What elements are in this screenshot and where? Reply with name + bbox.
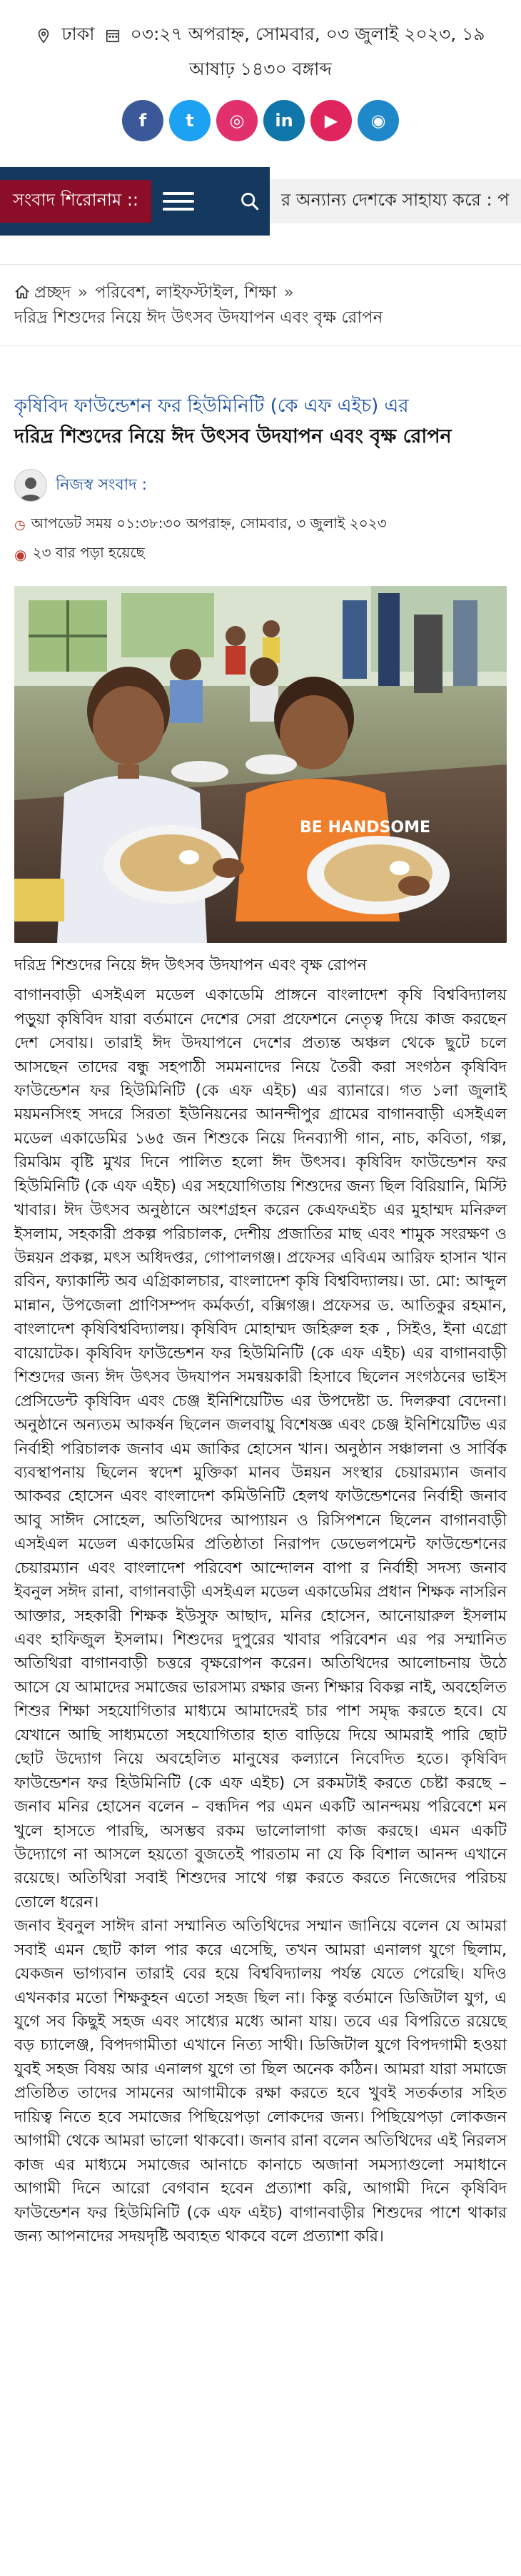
breadcrumb: [0, 264, 521, 346]
updated-time: [14, 513, 507, 537]
ticker-headline[interactable]: র অন্যান্য দেশকে সাহায্য করে : প: [281, 190, 510, 210]
ticker-scroll-text[interactable]: [270, 179, 521, 223]
article: [0, 393, 521, 2248]
search-icon[interactable]: [240, 191, 260, 211]
clock-icon: ◷: [14, 517, 26, 533]
menu-icon[interactable]: [163, 192, 194, 211]
youtube-icon[interactable]: ▶: [310, 100, 352, 141]
shirt-text: BE HANDSOME: [300, 819, 431, 837]
location-text: ঢাকা: [61, 24, 95, 44]
nav-bar: [0, 167, 270, 236]
view-count: [14, 542, 507, 566]
rss-icon[interactable]: ◉: [358, 100, 399, 141]
instagram-icon[interactable]: ◎: [216, 100, 258, 141]
ticker-label: সংবাদ শিরোনাম ::: [0, 180, 151, 223]
location-date-row: [14, 20, 507, 51]
breadcrumb-separator-icon: »: [78, 283, 88, 302]
breadcrumb-current: দরিদ্র শিশুদের নিয়ে ঈদ উৎসব উদযাপন এবং বৃক্ষ রোপন: [14, 308, 383, 327]
view-count-text: ২৩ বার পড়া হয়েছে: [32, 544, 145, 562]
breadcrumb-home[interactable]: প্রচ্ছদ: [34, 283, 71, 302]
article-paragraph: বাগানবাড়ী এসইএল মডেল একাডেমি প্রাঙ্গনে বাংলাদেশ কৃষি বিশ্ববিদ্যালয় পড়ুয়া কৃষিবিদ যারা বর্তমানে দেশের সেরা প্রফেশনে নেতৃত্ব দিয়ে কাজ করছেন দেশ সেবায়। তারাই ঈদ উদযাপনে দেশের প্রত্যন্ত অঞ্চল থেকে ছুটে চলে আসছেন তাদের বন্ধু সহপাঠী সমমনাদের নিয়ে তৈরী করা সংগঠন কৃষিবিদ ফাউন্ডেশন ফর হিউমিনিটি (কে এফ এইচ) এর ব্যানারে। গত ১লা জুলাই ময়মনসিংহ সদরে সিরতা ইউনিয়নের আনন্দীপুর গ্রামের বাগানবাড়ী এসইএল মডেল একাডেমির ১৬৫ জন শিশুকে নিয়ে দিনব্যাপী গান, নাচ, কবিতা, গল্প, রিমঝিম বৃষ্টি মুখর দিনে পালিত হলো ঈদ উৎসব। কৃষিবিদ ফাউন্ডেশন ফর হিউমিনিটি (কে এফ এইচ) এর সহযোগিতায় শিশুদের জন্য ছিল বিরিয়ানি, মিস্টি খাবার। ঈদ উৎসব অনুষ্ঠানে অংশগ্রহন করেন কেএফএইচ এর মুহাম্মদ মনিরুল ইসলাম, সহকারী প্রকল্প পরিচালক, দেশীয় প্রজাতির মাছ এবং শামুক সংরক্ষণ ও উন্নয়ন প্রকল্প, মৎস অধিদপ্তর, গোপালগঞ্জ। প্রফেসর এবিএম আরিফ হাসান খান রবিন, ফ্যাকাল্টি অব এগ্রিকালচার, বাংলাদেশ কৃষি বিশ্ববিদ্যালয়। ডা. মো: আব্দুল মান্নান, উপজেলা প্রাণিসম্পদ কর্মকর্তা, বক্সিগঞ্জ। প্রফেসর ড. আতিকুর রহমান, বাংলাদেশ কৃষিবিশ্ববিদ্যালয়। কৃষিবিদ মোহাম্মদ জহিরুল হক , সিইও, ইনা এগ্রো বায়োটেক। কৃষিবিদ ফাউন্ডেশন ফর হিউমিনিটি (কে এফ এইচ) এর বাগানবাড়ী শিশুদের জন্য ঈদ উৎসব উদযাপন সমন্বয়কারী হিসাবে ছিলেন সংগঠনের ভাইস প্রেসিডেন্ট কৃষিবিদ এবং চেঞ্জ ইনিশিয়েটিভ এর উপদেষ্টা ড. দিলরুবা বেদেনা। অনুষ্ঠানে অন্যতম আকর্ষন ছিলেন জলবায়ু বিশেষজ্ঞ এবং চেঞ্জ ইনিশিয়েটিভ এর নির্বাহী পরিচালক জনাব এম জাকির হোসেন খান। অনুষ্ঠান সঞ্চালনা ও সার্বিক ব্যবস্থাপনায় ছিলেন স্বদেশ মুক্তিকা মানব উন্নয়ন সংস্থার চেয়ারম্যান জনাব আকবর হোসেন এবং বাংলাদেশ কমিউনিটি হেলথ ফাউন্ডেশনের নির্বাহী জনাব আবু সাঈদ সোহেল, অতিথিদের আপ্যায়ন ও রিসিপশনে ছিলেন বাগানবাড়ী এসইএল মডেল একাডেমির প্রতিষ্ঠাতা নিরাপদ ডেভেলপমেন্ট ফাউন্ডেশনের চেয়ারম্যান এবং বাংলাদেশ পরিবেশ আন্দোলন বাপা র নির্বাহী সদস্য জনাব ইবনুল সঈদ রানা, বাগানবাড়ী এসইএল মডেল একাডেমির প্রধান শিক্ষক নাসরিন আক্তার, সহকারী শিক্ষক ইউসুফ আছাদ, মনির হোসেন, আনোয়ারুল ইসলাম এবং হাফিজুল ইসলাম। শিশুদের দুপুরের খাবার পরিবেশন এর পর সম্মানিত অতিথিরা বাগানবাড়ী চত্তরে বৃক্ষরোপন করেন। অতিথিদের আলোচনায় উঠে আসে যে আমাদের সমাজের ভারসাম্য রক্ষার জন্য শিক্ষার বিকল্প নাই, অবহেলিত শিশুর শিক্ষা সহযোগিতার মাধ্যমে আমাদেরই চার পাশ সমৃদ্ধ করতে হবে। যে যেখানে আছি সাধ্যমতো সহযোগিতার হাত বাড়িয়ে দিয়ে আমরাই পারি ছোট ছোট উদ্যোগ নিয়ে অবহেলিত মানুষের কল্যানে নিবেদিত হতে। কৃষিবিদ ফাউন্ডেশন ফর হিউমিনিটি (কে এফ এইচ) সে রকমটাই করতে চেষ্টা করছে – জনাব মনির হোসেন বলেন – বন্ধদিন পর এমন একটি আনন্দময় পরিবেশে মন খুলে হাসতে পারছি, অসম্ভব রকম ভালোলাগা কাজ করছে। এমন একটি উদ্যোগে না আসলে হয়তো বুজতেই পারতাম না যে কি বিশাল আনন্দ এখানে রয়েছে। অতিথিরা সবাই শিশুদের সাথে গল্প করতে করতে নিজেদের পরিচয় তোলে ধরেন।: [14, 986, 507, 1911]
headline-ticker-bar: [0, 167, 521, 236]
top-info-bar: [0, 0, 521, 148]
date-text: ০৩:২৭ অপরাহ্ন, সোমবার, ০৩ জুলাই ২০২৩, ১৯: [130, 24, 485, 44]
home-icon: [14, 285, 30, 299]
author-avatar: [14, 469, 47, 502]
location-pin-icon: [36, 28, 51, 44]
article-paragraph: জনাব ইবনুল সাঈদ রানা সম্মানিত অতিথিদের সম্মান জানিয়ে বলেন যে আমরা সবাই এমন ছোট কাল পার করে এসেছি, তখন আমরা এনালগ যুগে ছিলাম, যেকজন ভাগ্যবান তারাই বের হয়ে বিশ্ববিদ্যালয় পর্যন্ত যেতে পেরেছি। যদিও এখনকার মতো শিক্ষকুহন এতো সহজ ছিল না। কিন্তু বর্তমানে ডিজিটাল যুগ, এ যুগে সব কিছুই সহজ এবং সাধ্যের মধ্যে আনা যায়। তবে এর বিপরিতে রয়েছে বড় চ্যালেঞ্জ, বিপদগামীতা এখানে নিত্য সাথী। ডিজিটাল যুগে বিপদগামী হওয়া যুবই সহজ বিষয় আর এনালগ যুগে তা ছিল অনেক কঠিন। আমরা যারা সমাজে প্রতিষ্ঠিত তাদের সামনের আগামীকে রক্ষা করতে হবে খুবই সতর্কতার সহিত দায়িত্ব নিতে হবে সমাজের পিছিয়েপড়া লোকদের জন্য। পিছিয়েপড়া লোকজন আগামী থেকে আমরা ভালো থাকবো। জনাব রানা বলেন অতিথিদের এই নিরলস কাজ এর মাধ্যমে সমাজের আনাচে কানাচে অজানা সমস্যাগুলো সমাধানে আগামী দিনে আরো বেগবান হবেন প্রত্যাশা করি, আগামী দিনে কৃষিবিদ ফাউন্ডেশন ফর হিউমিনিটি (কে এফ এইচ) বাগানবাড়ীর শিশুদের পাশে থাকার জন্য আপনাদের সদয়দৃষ্টি অব্যহত থাকবে বলে প্রত্যাশা করি।: [14, 1917, 507, 2246]
author-name[interactable]: নিজস্ব সংবাদ :: [56, 475, 148, 494]
photo-caption: দরিদ্র শিশুদের নিয়ে ঈদ উৎসব উদযাপন এবং বৃক্ষ রোপন: [14, 956, 367, 975]
eye-icon: ◉: [14, 545, 27, 563]
user-icon: [18, 474, 44, 501]
article-photo: [14, 586, 507, 943]
breadcrumb-category[interactable]: পরিবেশ, লাইফস্টাইল, শিক্ষা: [95, 283, 277, 302]
twitter-icon[interactable]: t: [169, 100, 211, 141]
facebook-icon[interactable]: f: [122, 100, 163, 141]
author-row: [14, 469, 507, 502]
breadcrumb-separator-icon: »: [283, 283, 294, 302]
updated-time-text: আপডেট সময় ০১:৩৮:৩০ অপরাহ্ন, সোমবার, ৩ জুলাই ২০২৩: [31, 515, 387, 532]
article-title: দরিদ্র শিশুদের নিয়ে ঈদ উৎসব উদযাপন এবং বৃক্ষ রোপন: [14, 425, 452, 448]
article-body: [14, 984, 507, 2248]
linkedin-icon[interactable]: in: [263, 100, 305, 141]
date-text-bengali: আষাঢ় ১৪৩০ বঙ্গাব্দ: [189, 59, 332, 79]
article-subtitle: কৃষিবিদ ফাউন্ডেশন ফর হিউমিনিটি (কে এফ এইচ) এর: [14, 395, 409, 417]
children-eating-photo: [14, 586, 507, 943]
social-links: [14, 100, 507, 141]
calendar-icon: [105, 28, 121, 44]
